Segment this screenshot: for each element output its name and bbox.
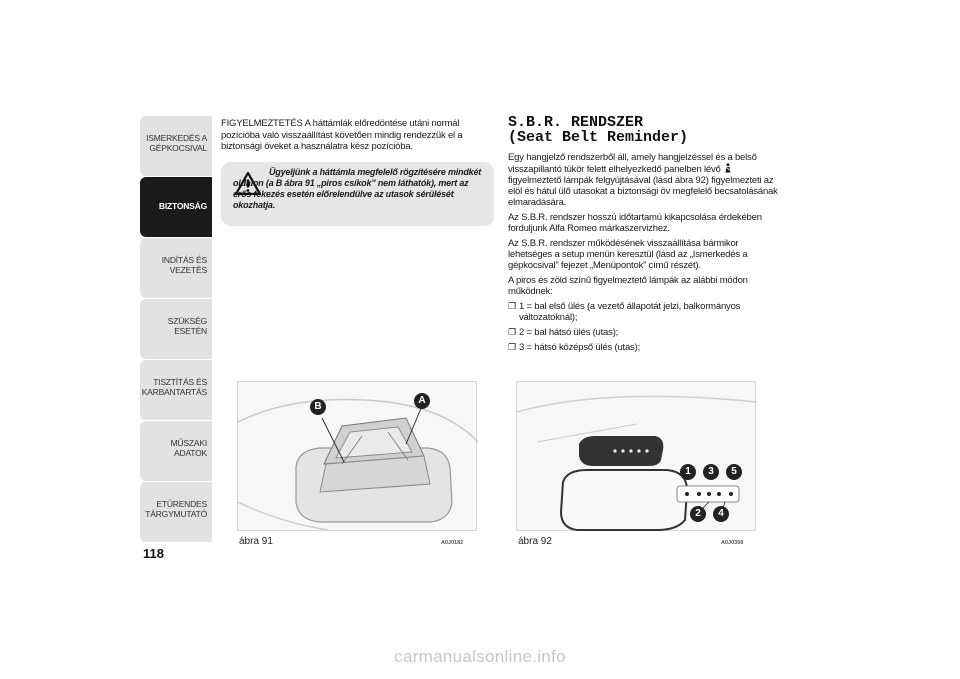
tab-muszaki[interactable]: MŰSZAKI ADATOK bbox=[140, 421, 212, 481]
callout-b: B bbox=[310, 399, 326, 415]
figure-91 bbox=[237, 381, 477, 531]
tab-targymutato[interactable]: ETŰRENDES TÁRGYMUTATÓ bbox=[140, 482, 212, 542]
warning-text: Ügyeljünk a háttámla megfelelő rögzítésére mindkét oldalon (a B ábra 91 „piros csíkok” nem láthatók), mert az erős fékezés esetén előrelendülve az utasok sérülését okozhatja. bbox=[233, 167, 482, 210]
section-body bbox=[508, 152, 783, 357]
seatback-latch-illustration bbox=[238, 382, 478, 532]
list-item: ❐ 2 = bal hátsó ülés (utas); bbox=[508, 327, 619, 338]
tab-tisztitas[interactable]: TISZTÍTÁS ÉS KARBANTARTÁS bbox=[140, 360, 212, 420]
tab-szukseg[interactable]: SZÜKSÉG ESETÉN bbox=[140, 299, 212, 359]
figure-92-code: A0J0308 bbox=[721, 540, 744, 546]
seatbelt-warning-icon bbox=[723, 163, 733, 173]
paragraph-3: Az S.B.R. rendszer működésének visszaállítása bármikor lehetséges a setup menün keresztül (lásd az „Ismerkedés a gépkocsival” fejezet „Menüpontok” című részét). bbox=[508, 238, 748, 271]
callout-5: 5 bbox=[726, 464, 742, 480]
figure-91-caption: ábra 91 bbox=[239, 536, 273, 547]
list-item: ❐ 3 = hátsó középső ülés (utas); bbox=[508, 342, 641, 353]
page-number: 118 bbox=[143, 546, 164, 561]
callout-4: 4 bbox=[713, 506, 729, 522]
callout-3: 3 bbox=[703, 464, 719, 480]
figure-92-caption: ábra 92 bbox=[518, 536, 552, 547]
callout-1: 1 bbox=[680, 464, 696, 480]
tab-inditas[interactable]: INDÍTÁS ÉS VEZETÉS bbox=[140, 238, 212, 298]
callout-a: A bbox=[414, 393, 430, 409]
tab-biztonsag[interactable]: BIZTONSÁG bbox=[140, 177, 212, 237]
paragraph-2: Az S.B.R. rendszer hosszú időtartamú kikapcsolása érdekében forduljunk Alfa Romeo márkaszervizhez. bbox=[508, 212, 762, 234]
paragraph-4: A piros és zöld színű figyelmeztető lámpák az alábbi módon működnek: bbox=[508, 275, 748, 297]
figure-92 bbox=[516, 381, 756, 531]
list-item: ❐ 1 = bal első ülés (a vezető állapotát jelzi, balkormányos változatoknál); bbox=[508, 301, 741, 323]
checkbox-bullet-icon: ❐ bbox=[508, 342, 516, 352]
figure-91-code: A0J0182 bbox=[441, 540, 464, 546]
paragraph-1: Egy hangjelző rendszerből áll, amely hangjelzéssel és a belső visszapillantó tükör felett elhelyezkedő panelben lévő figyelmeztető lámpák felgyújtásával (lásd ábra 92) figyelmezteti az elöl és hátul ülő utasokat a biztonsági öv megfelelő becsatolásának elmaradására. bbox=[508, 152, 778, 208]
callout-2: 2 bbox=[690, 506, 706, 522]
watermark: carmanualsonline.info bbox=[394, 647, 566, 666]
checkbox-bullet-icon: ❐ bbox=[508, 301, 516, 311]
checkbox-bullet-icon: ❐ bbox=[508, 327, 516, 337]
tab-ismerkedes[interactable]: ISMERKEDÉS A GÉPKOCSIVAL bbox=[140, 116, 212, 176]
section-heading: S.B.R. RENDSZER (Seat Belt Reminder) bbox=[508, 114, 689, 146]
warning-box bbox=[221, 162, 494, 226]
intro-paragraph: FIGYELMEZTETÉS A háttámlák előredöntése utáni normál pozícióba való visszaállítást követően mindig rendezzük el a biztonsági öveket a használatra kész pozícióba. bbox=[221, 118, 463, 152]
